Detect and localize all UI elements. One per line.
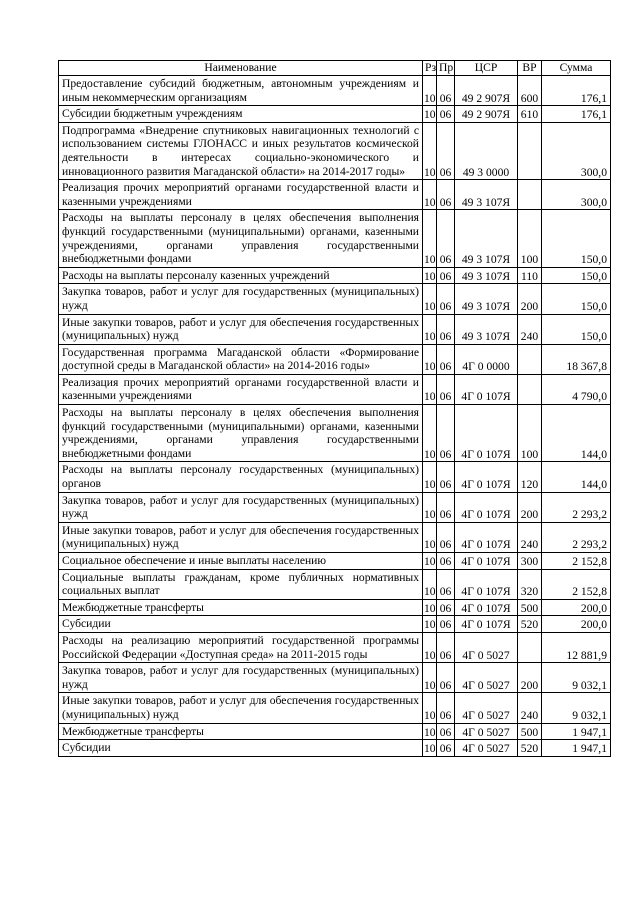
budget-table — [58, 60, 611, 757]
row-rz: 10 — [423, 374, 437, 404]
header-pr: Пр — [437, 61, 455, 76]
row-vr — [518, 344, 542, 374]
row-name: Социальные выплаты гражданам, кроме публичных нормативных социальных выплат — [59, 569, 423, 599]
row-pr: 06 — [437, 210, 455, 267]
header-csr: ЦСР — [455, 61, 518, 76]
row-csr: 4Г 0 107Я — [455, 522, 518, 552]
row-rz: 10 — [423, 616, 437, 633]
table-row — [59, 616, 611, 633]
row-pr: 06 — [437, 180, 455, 210]
row-csr: 49 3 107Я — [455, 284, 518, 314]
row-csr: 49 2 907Я — [455, 106, 518, 123]
table-row — [59, 462, 611, 492]
row-csr: 4Г 0 0000 — [455, 344, 518, 374]
row-rz: 10 — [423, 76, 437, 106]
row-name: Расходы на выплаты персоналу в целях обеспечения выполнения функций государственными (муниципальными) органами, казенными учреждениями, органами управления государственными внебюджетными фондами — [59, 210, 423, 267]
row-pr: 06 — [437, 632, 455, 662]
row-csr: 49 3 107Я — [455, 180, 518, 210]
row-sum: 18 367,8 — [542, 344, 611, 374]
row-pr: 06 — [437, 284, 455, 314]
row-name: Предоставление субсидий бюджетным, автономным учреждениям и иным некоммерческим организациям — [59, 76, 423, 106]
row-pr: 06 — [437, 569, 455, 599]
row-pr: 06 — [437, 344, 455, 374]
table-row — [59, 267, 611, 284]
row-rz: 10 — [423, 492, 437, 522]
header-vr: ВР — [518, 61, 542, 76]
row-csr: 4Г 0 107Я — [455, 569, 518, 599]
row-csr: 49 3 107Я — [455, 314, 518, 344]
table-row — [59, 632, 611, 662]
row-rz: 10 — [423, 740, 437, 757]
row-sum: 150,0 — [542, 267, 611, 284]
row-rz: 10 — [423, 284, 437, 314]
row-rz: 10 — [423, 553, 437, 570]
header-name: Наименование — [59, 61, 423, 76]
row-vr: 240 — [518, 314, 542, 344]
row-pr: 06 — [437, 122, 455, 179]
row-rz: 10 — [423, 267, 437, 284]
table-row — [59, 374, 611, 404]
row-vr: 240 — [518, 522, 542, 552]
row-name: Государственная программа Магаданской области «Формирование доступной среды в Магаданской области» на 2014-2016 годы» — [59, 344, 423, 374]
row-rz: 10 — [423, 106, 437, 123]
row-name: Закупка товаров, работ и услуг для государственных (муниципальных) нужд — [59, 284, 423, 314]
row-name: Расходы на реализацию мероприятий государственной программы Российской Федерации «Доступная среда» на 2011-2015 годы — [59, 632, 423, 662]
row-name: Иные закупки товаров, работ и услуг для обеспечения государственных (муниципальных) нужд — [59, 693, 423, 723]
row-rz: 10 — [423, 723, 437, 740]
row-rz: 10 — [423, 210, 437, 267]
row-pr: 06 — [437, 553, 455, 570]
row-csr: 49 3 107Я — [455, 267, 518, 284]
row-pr: 06 — [437, 374, 455, 404]
row-name: Межбюджетные трансферты — [59, 723, 423, 740]
row-sum: 176,1 — [542, 106, 611, 123]
row-rz: 10 — [423, 344, 437, 374]
row-rz: 10 — [423, 314, 437, 344]
table-row — [59, 553, 611, 570]
row-rz: 10 — [423, 522, 437, 552]
row-pr: 06 — [437, 314, 455, 344]
row-name: Подпрограмма «Внедрение спутниковых навигационных технологий с использованием системы ГЛОНАСС и иных результатов космической деятельности в интересах социально-экономического и инновационного развития Магаданской области» на 2014-2017 годы» — [59, 122, 423, 179]
row-vr: 600 — [518, 76, 542, 106]
row-vr: 500 — [518, 599, 542, 616]
row-pr: 06 — [437, 405, 455, 462]
row-sum: 1 947,1 — [542, 740, 611, 757]
row-name: Расходы на выплаты персоналу казенных учреждений — [59, 267, 423, 284]
table-row — [59, 106, 611, 123]
row-vr: 520 — [518, 740, 542, 757]
row-pr: 06 — [437, 740, 455, 757]
row-csr: 4Г 0 107Я — [455, 374, 518, 404]
row-rz: 10 — [423, 693, 437, 723]
row-pr: 06 — [437, 693, 455, 723]
row-csr: 4Г 0 5027 — [455, 632, 518, 662]
row-name: Расходы на выплаты персоналу в целях обеспечения выполнения функций государственными (муниципальными) органами, казенными учреждениями, органами управления государственными внебюджетными фондами — [59, 405, 423, 462]
row-name: Иные закупки товаров, работ и услуг для обеспечения государственных (муниципальных) нужд — [59, 522, 423, 552]
row-vr: 200 — [518, 284, 542, 314]
row-vr: 200 — [518, 492, 542, 522]
table-row — [59, 180, 611, 210]
row-vr — [518, 122, 542, 179]
row-sum: 2 152,8 — [542, 553, 611, 570]
row-vr: 200 — [518, 663, 542, 693]
table-row — [59, 693, 611, 723]
row-name: Иные закупки товаров, работ и услуг для обеспечения государственных (муниципальных) нужд — [59, 314, 423, 344]
row-rz: 10 — [423, 462, 437, 492]
row-sum: 300,0 — [542, 180, 611, 210]
row-rz: 10 — [423, 599, 437, 616]
row-rz: 10 — [423, 180, 437, 210]
table-row — [59, 492, 611, 522]
row-vr — [518, 374, 542, 404]
row-vr: 120 — [518, 462, 542, 492]
table-row — [59, 314, 611, 344]
row-sum: 1 947,1 — [542, 723, 611, 740]
row-sum: 200,0 — [542, 616, 611, 633]
row-name: Закупка товаров, работ и услуг для государственных (муниципальных) нужд — [59, 492, 423, 522]
row-vr: 100 — [518, 405, 542, 462]
row-name: Реализация прочих мероприятий органами государственной власти и казенными учреждениями — [59, 180, 423, 210]
row-sum: 2 152,8 — [542, 569, 611, 599]
row-vr: 320 — [518, 569, 542, 599]
row-sum: 144,0 — [542, 405, 611, 462]
row-sum: 150,0 — [542, 284, 611, 314]
row-pr: 06 — [437, 616, 455, 633]
row-csr: 49 2 907Я — [455, 76, 518, 106]
table-row — [59, 210, 611, 267]
row-rz: 10 — [423, 122, 437, 179]
row-rz: 10 — [423, 632, 437, 662]
table-row — [59, 284, 611, 314]
row-csr: 4Г 0 107Я — [455, 462, 518, 492]
row-sum: 150,0 — [542, 210, 611, 267]
row-csr: 4Г 0 5027 — [455, 723, 518, 740]
row-csr: 4Г 0 5027 — [455, 693, 518, 723]
row-csr: 4Г 0 5027 — [455, 740, 518, 757]
row-name: Субсидии бюджетным учреждениям — [59, 106, 423, 123]
budget-document — [58, 60, 610, 757]
row-name: Социальное обеспечение и иные выплаты населению — [59, 553, 423, 570]
row-pr: 06 — [437, 522, 455, 552]
row-csr: 49 3 0000 — [455, 122, 518, 179]
row-sum: 144,0 — [542, 462, 611, 492]
row-vr: 100 — [518, 210, 542, 267]
row-vr: 610 — [518, 106, 542, 123]
row-pr: 06 — [437, 723, 455, 740]
table-row — [59, 599, 611, 616]
row-vr — [518, 632, 542, 662]
table-row — [59, 569, 611, 599]
row-csr: 4Г 0 107Я — [455, 553, 518, 570]
row-csr: 4Г 0 107Я — [455, 599, 518, 616]
row-rz: 10 — [423, 569, 437, 599]
row-vr: 240 — [518, 693, 542, 723]
row-vr: 500 — [518, 723, 542, 740]
table-row — [59, 76, 611, 106]
row-pr: 06 — [437, 267, 455, 284]
row-sum: 150,0 — [542, 314, 611, 344]
row-name: Межбюджетные трансферты — [59, 599, 423, 616]
row-csr: 4Г 0 107Я — [455, 492, 518, 522]
table-body — [59, 76, 611, 757]
table-row — [59, 122, 611, 179]
row-sum: 200,0 — [542, 599, 611, 616]
row-pr: 06 — [437, 663, 455, 693]
row-vr: 520 — [518, 616, 542, 633]
row-rz: 10 — [423, 663, 437, 693]
row-sum: 176,1 — [542, 76, 611, 106]
row-pr: 06 — [437, 76, 455, 106]
row-csr: 4Г 0 5027 — [455, 663, 518, 693]
row-csr: 4Г 0 107Я — [455, 405, 518, 462]
table-header-row — [59, 61, 611, 76]
row-sum: 300,0 — [542, 122, 611, 179]
table-row — [59, 522, 611, 552]
header-sum: Сумма — [542, 61, 611, 76]
row-vr: 300 — [518, 553, 542, 570]
row-vr: 110 — [518, 267, 542, 284]
row-name: Закупка товаров, работ и услуг для государственных (муниципальных) нужд — [59, 663, 423, 693]
row-name: Субсидии — [59, 616, 423, 633]
row-pr: 06 — [437, 599, 455, 616]
row-pr: 06 — [437, 462, 455, 492]
row-name: Реализация прочих мероприятий органами государственной власти и казенными учреждениями — [59, 374, 423, 404]
row-pr: 06 — [437, 106, 455, 123]
table-row — [59, 344, 611, 374]
row-pr: 06 — [437, 492, 455, 522]
table-row — [59, 723, 611, 740]
row-sum: 9 032,1 — [542, 693, 611, 723]
table-row — [59, 740, 611, 757]
row-sum: 12 881,9 — [542, 632, 611, 662]
header-rz: Рз — [423, 61, 437, 76]
row-vr — [518, 180, 542, 210]
row-csr: 49 3 107Я — [455, 210, 518, 267]
row-sum: 4 790,0 — [542, 374, 611, 404]
row-sum: 9 032,1 — [542, 663, 611, 693]
row-name: Расходы на выплаты персоналу государственных (муниципальных) органов — [59, 462, 423, 492]
row-csr: 4Г 0 107Я — [455, 616, 518, 633]
row-sum: 2 293,2 — [542, 522, 611, 552]
row-sum: 2 293,2 — [542, 492, 611, 522]
table-row — [59, 663, 611, 693]
row-name: Субсидии — [59, 740, 423, 757]
table-row — [59, 405, 611, 462]
row-rz: 10 — [423, 405, 437, 462]
